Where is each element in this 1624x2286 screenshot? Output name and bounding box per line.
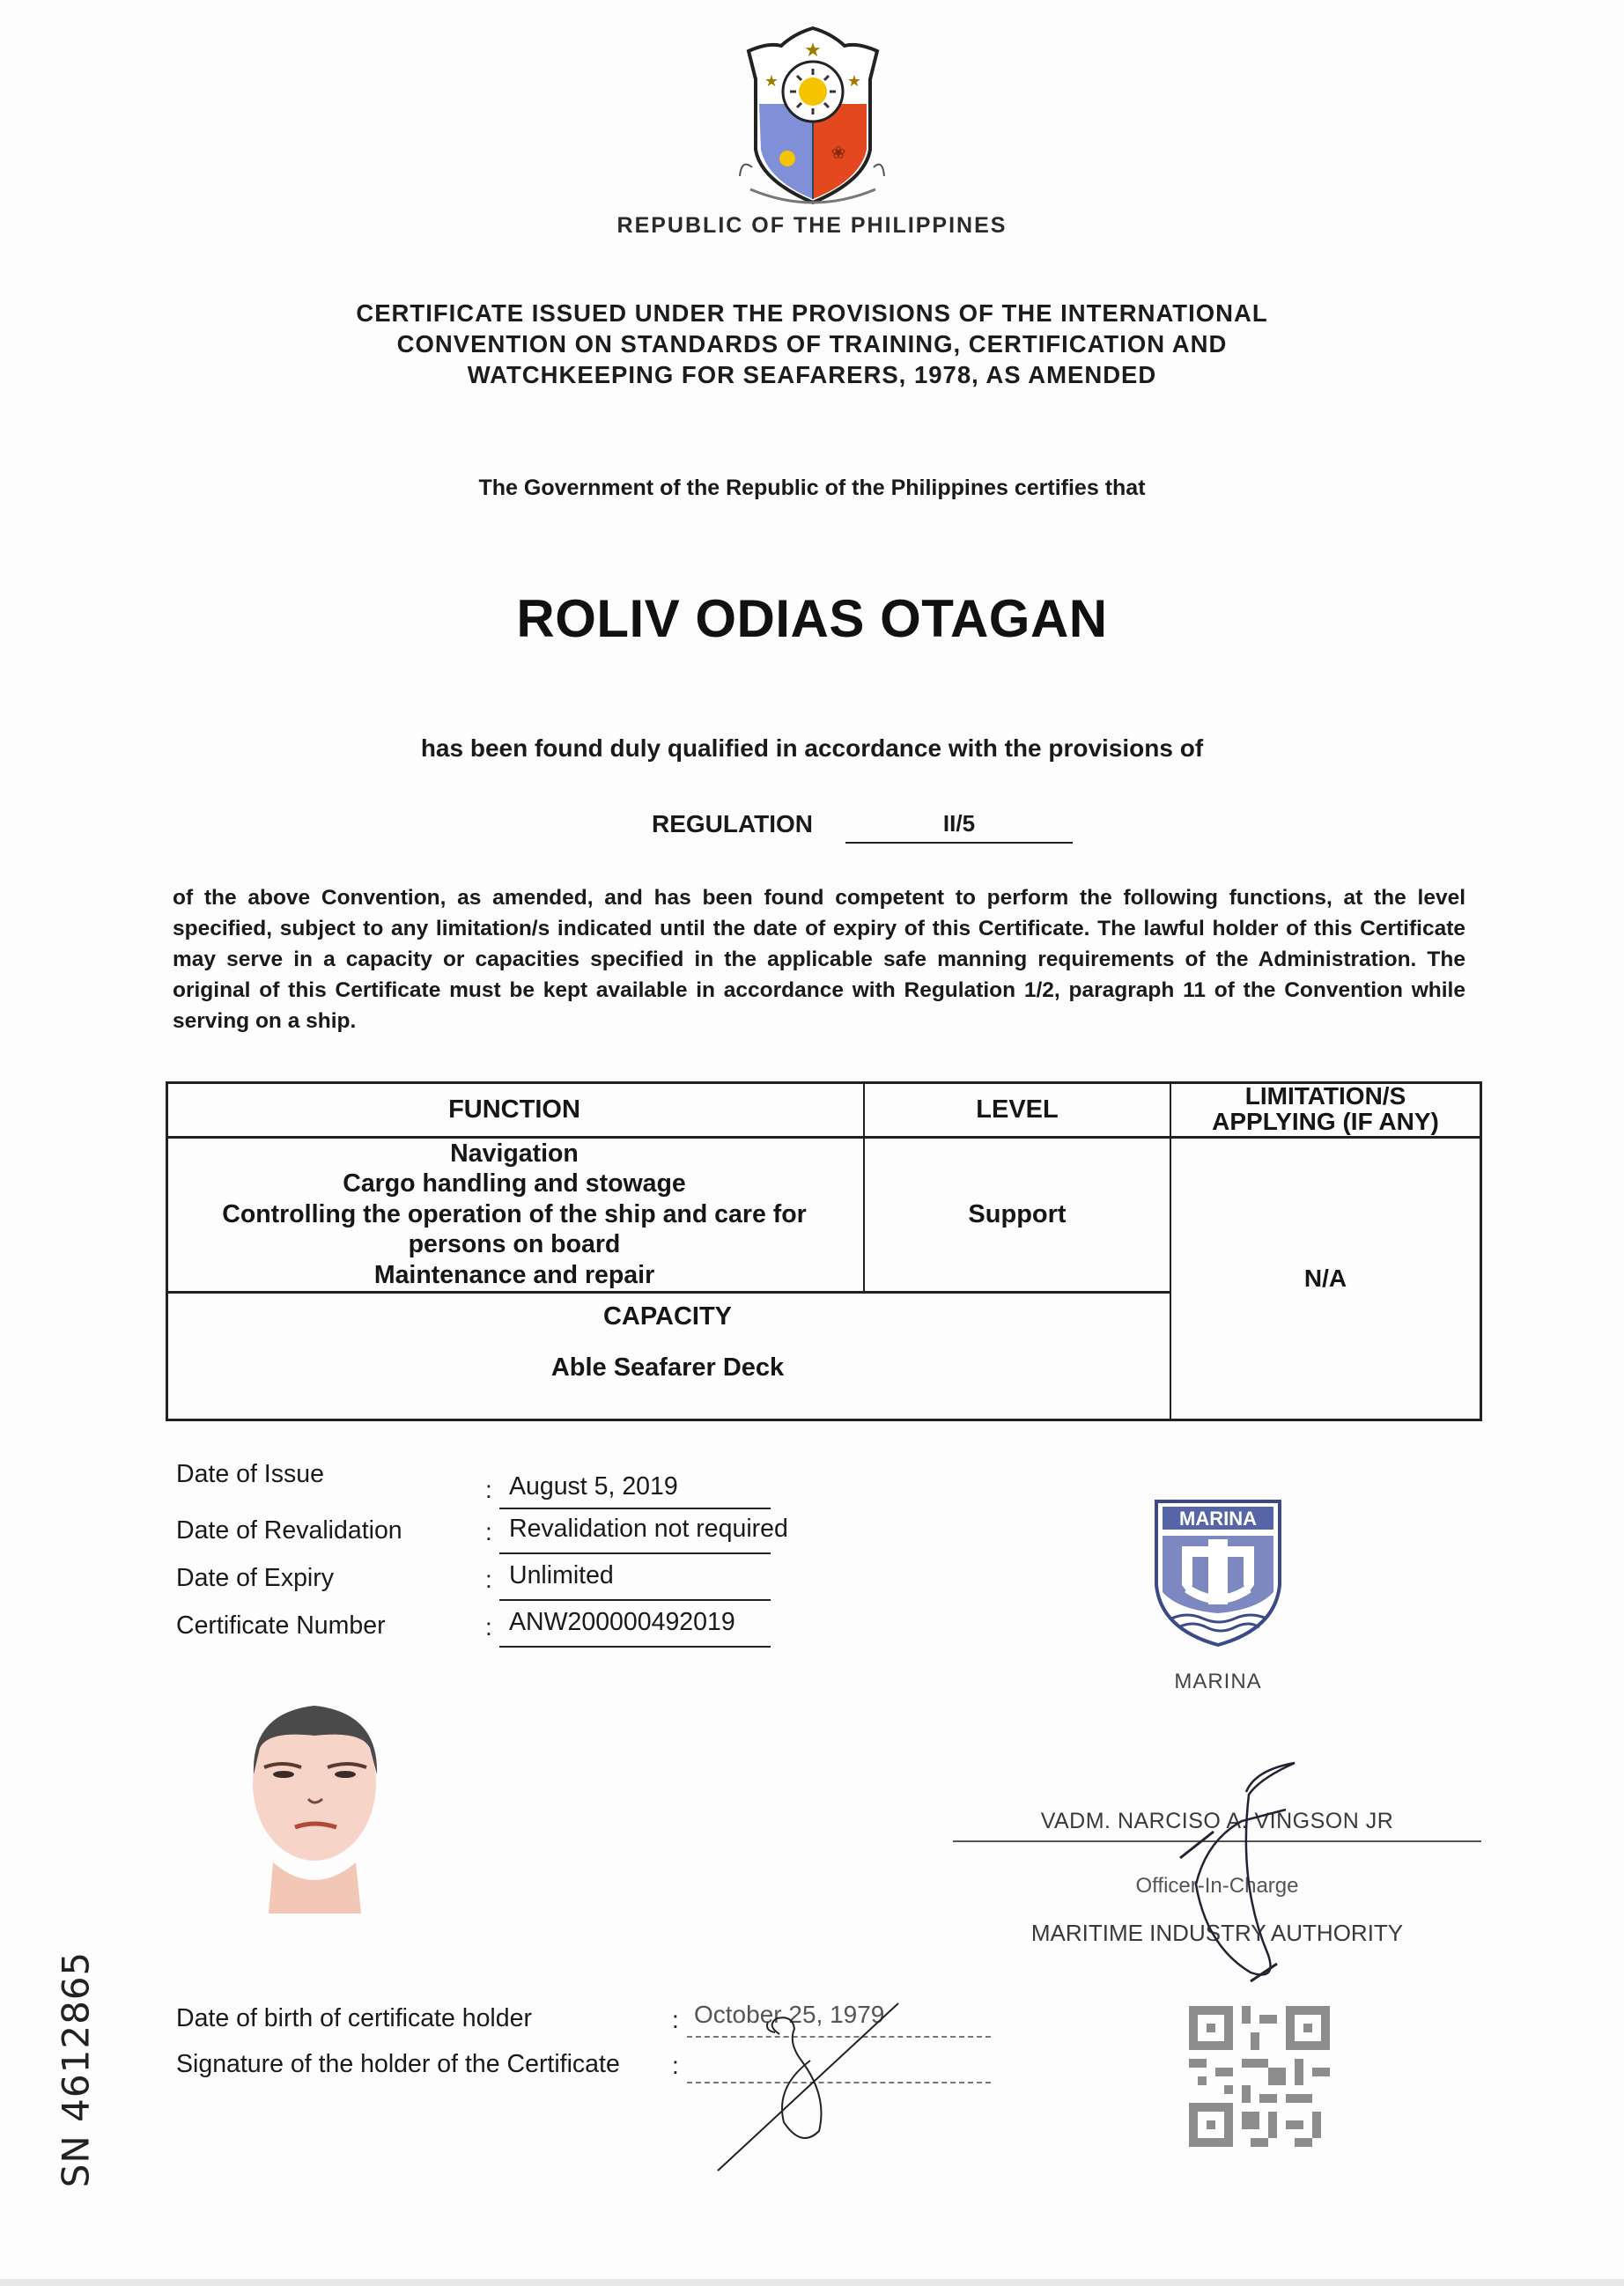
field-underline	[499, 1599, 771, 1601]
svg-text:★: ★	[804, 39, 822, 61]
holder-photo	[238, 1686, 392, 1924]
marina-caption: MARINA	[1174, 1670, 1262, 1693]
capacity-divider	[166, 1291, 1171, 1294]
function-item: Maintenance and repair	[373, 1260, 655, 1289]
date-of-issue-label: Date of Issue	[176, 1460, 324, 1488]
function-item: Cargo handling and stowage	[343, 1169, 686, 1198]
convention-paragraph: of the above Convention, as amended, and has been found competent to perform the following functions, at the level specified, subject to any limitation/s indicated until the date of expiry of this Certificate. The lawful holder of this Certificate may serve in a capacity or capacities specified in the applicable safe manning requirements of the Administration. The original of this Certificate must be kept available in accordance with Regulation 1/2, paragraph 11 of the Convention while serving on a ship.	[173, 886, 1465, 1033]
regulation-value: II/5	[942, 810, 976, 837]
level-value: Support	[968, 1199, 1067, 1228]
header-limitations: LIMITATION/S APPLYING (IF ANY)	[1212, 1082, 1439, 1135]
qualified-statement: has been found duly qualified in accordance with the provisions of	[420, 734, 1204, 762]
officer-title: Officer-In-Charge	[1135, 1874, 1299, 1898]
certificate-number-label: Certificate Number	[176, 1611, 386, 1640]
field-colon: :	[485, 1476, 492, 1503]
svg-text:❀: ❀	[830, 144, 846, 163]
table-border-right	[1480, 1081, 1482, 1421]
holder-signature-scribble	[713, 1999, 916, 2175]
field-colon: :	[485, 1518, 492, 1545]
date-of-expiry-label: Date of Expiry	[176, 1564, 334, 1592]
marina-logo-icon	[1152, 1497, 1284, 1648]
capacity-header: CAPACITY	[602, 1302, 733, 1331]
function-list	[166, 1138, 863, 1291]
officer-organization: MARITIME INDUSTRY AUTHORITY	[1030, 1920, 1404, 1946]
dob-label: Date of birth of certificate holder	[176, 2004, 532, 2032]
functions-table	[166, 1081, 1481, 1421]
date-of-issue-value: August 5, 2019	[509, 1472, 678, 1501]
capacity-value: Able Seafarer Deck	[550, 1353, 785, 1382]
philippine-coat-of-arms-icon	[733, 26, 893, 211]
function-item: Navigation	[450, 1139, 579, 1168]
certifies-statement: The Government of the Republic of the Philippines certifies that	[478, 476, 1146, 500]
regulation-underline	[845, 842, 1073, 844]
field-colon: :	[485, 1613, 492, 1641]
function-item: Controlling the operation of the ship and care for persons on board	[222, 1199, 807, 1259]
date-of-revalidation-label: Date of Revalidation	[176, 1516, 402, 1545]
dob-value: October 25, 1979	[694, 2001, 885, 2028]
serial-number-container	[49, 1920, 102, 2219]
regulation-label: REGULATION	[652, 810, 814, 837]
field-colon: :	[672, 2052, 679, 2079]
date-of-revalidation-value: Revalidation not required	[509, 1515, 788, 1543]
limitations-value: N/A	[1303, 1265, 1347, 1292]
field-underline	[499, 1646, 771, 1648]
field-underline	[499, 1552, 771, 1554]
svg-text:★: ★	[846, 72, 862, 90]
date-of-expiry-value: Unlimited	[509, 1561, 614, 1589]
convention-line: CONVENTION ON STANDARDS OF TRAINING, CERTIFICATION AND	[396, 330, 1228, 358]
field-colon: :	[485, 1566, 492, 1593]
certificate-number-value: ANW200000492019	[509, 1608, 735, 1636]
qr-code	[1189, 2006, 1330, 2147]
svg-text:★: ★	[764, 72, 779, 90]
officer-name: VADM. NARCISO A. VINGSON JR	[1040, 1809, 1394, 1833]
field-underline	[499, 1508, 771, 1509]
convention-line: WATCHKEEPING FOR SEAFARERS, 1978, AS AMENDED	[467, 361, 1157, 388]
header-function: FUNCTION	[448, 1095, 580, 1124]
officer-signature-scribble	[1145, 1752, 1374, 1990]
serial-number: SN 4612865	[54, 1950, 98, 2188]
svg-text:MARINA: MARINA	[1179, 1508, 1257, 1530]
field-colon: :	[672, 2006, 679, 2033]
holder-signature-label: Signature of the holder of the Certificate	[176, 2050, 620, 2078]
holder-name: ROLIV ODIAS OTAGAN	[516, 589, 1108, 648]
convention-heading	[264, 298, 1360, 390]
header-level: LEVEL	[976, 1095, 1059, 1124]
convention-line: CERTIFICATE ISSUED UNDER THE PROVISIONS OF THE INTERNATIONAL	[356, 299, 1268, 327]
country-title: REPUBLIC OF THE PHILIPPINES	[616, 213, 1008, 238]
page-edge	[0, 2279, 1624, 2286]
